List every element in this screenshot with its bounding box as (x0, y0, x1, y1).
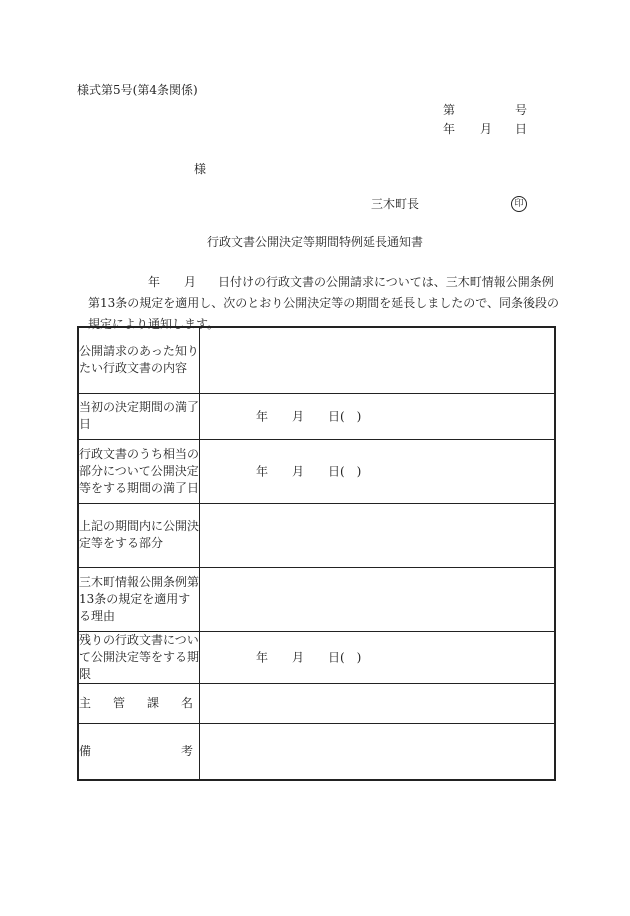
remarks-label (79, 743, 199, 760)
body-line-2: 第13条の規定を適用し、次のとおり公開決定等の期間を延長しましたので、同条後段の (88, 296, 560, 310)
addressee-sama: 様 (194, 162, 207, 176)
table-row (78, 723, 555, 780)
row-label: 三木町情報公開条例第13条の規定を適用する理由 (78, 567, 200, 631)
table-row (78, 683, 555, 723)
body-year: 年 (148, 275, 161, 289)
sender-name: 三木町長 (371, 197, 420, 211)
table-row (78, 393, 555, 439)
document-title: 行政文書公開決定等期間特例延長通知書 (207, 235, 424, 249)
row-label: 残りの行政文書について公開決定等をする期限 (78, 631, 200, 683)
dept-char: 管 (112, 695, 125, 710)
notice-form-table (77, 326, 556, 781)
row-value (200, 439, 556, 503)
row-value (200, 683, 556, 723)
department-label (79, 695, 199, 712)
row-value (200, 503, 556, 567)
row-label: 上記の期間内に公開決定等をする部分 (78, 503, 200, 567)
table-row (78, 567, 555, 631)
doc-number-dai: 第 (443, 103, 456, 117)
row-value (200, 327, 556, 393)
remarks-char: 考 (180, 743, 193, 758)
date-year: 年 (443, 122, 456, 136)
dept-char: 主 (79, 695, 92, 710)
row-value (200, 723, 556, 780)
table-row (78, 327, 555, 393)
remarks-char: 備 (79, 743, 92, 758)
row-label-remarks (78, 723, 200, 780)
row-label: 当初の決定期間の満了日 (78, 393, 200, 439)
body-month: 月 (184, 275, 197, 289)
table-row (78, 439, 555, 503)
seal-mark: 印 (511, 196, 527, 212)
dept-char: 名 (180, 695, 193, 710)
dept-char: 課 (146, 695, 159, 710)
form-number-label: 様式第5号(第4条関係) (77, 83, 198, 97)
body-line1-rest: 日付けの行政文書の公開請求については、三木町情報公開条例 (218, 275, 554, 289)
date-month: 月 (480, 122, 493, 136)
row-value (200, 631, 556, 683)
row-value (200, 393, 556, 439)
row-value (200, 567, 556, 631)
doc-number-go: 号 (515, 103, 528, 117)
date-day: 日 (515, 122, 528, 136)
row-label-department (78, 683, 200, 723)
table-row (78, 503, 555, 567)
date-placeholder: 年 月 日( ) (256, 409, 362, 424)
table-row (78, 631, 555, 683)
date-placeholder: 年 月 日( ) (256, 650, 362, 665)
row-label: 行政文書のうち相当の部分について公開決定等をする期間の満了日 (78, 439, 200, 503)
body-line-1 (88, 272, 554, 293)
body-line-3: 規定により通知します。 (88, 317, 220, 331)
date-placeholder: 年 月 日( ) (256, 464, 362, 479)
row-label: 公開請求のあった知りたい行政文書の内容 (78, 327, 200, 393)
